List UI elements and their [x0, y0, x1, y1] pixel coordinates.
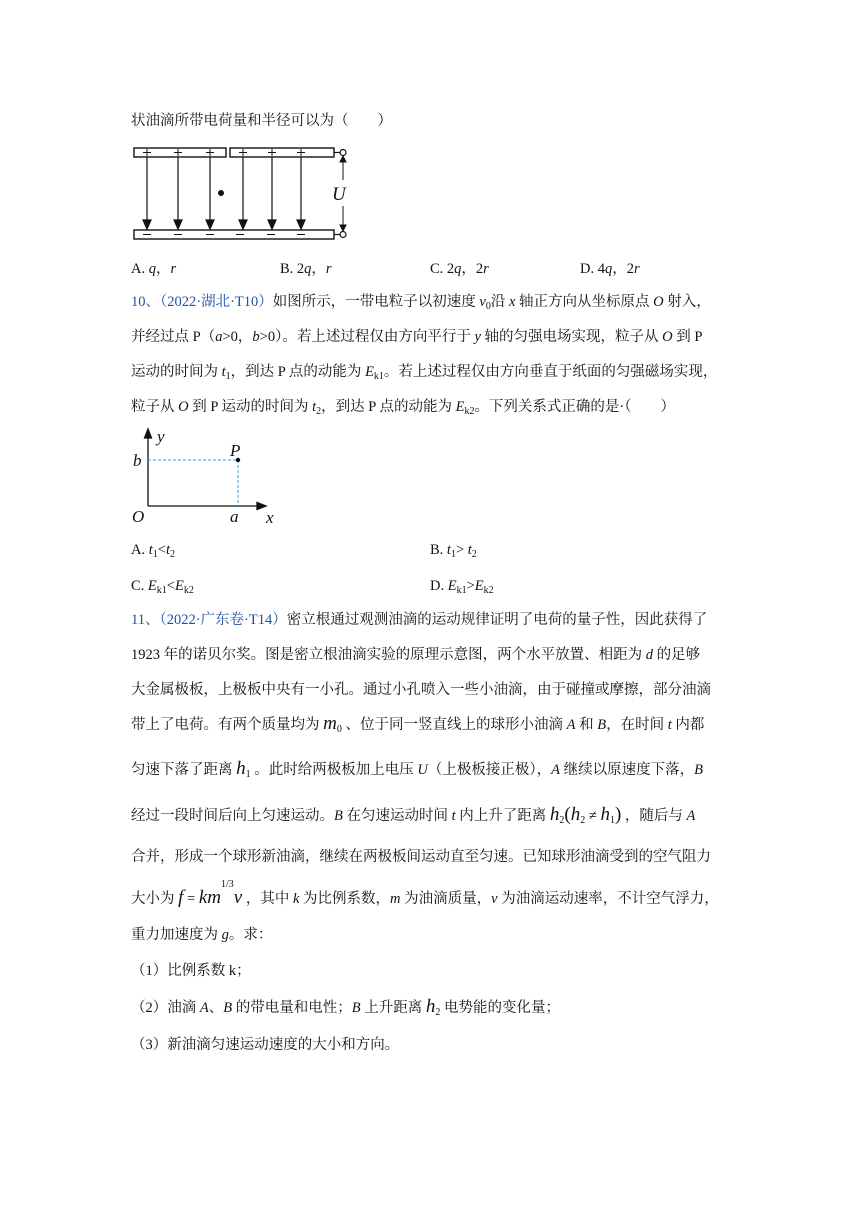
q11-stem-line-5: 匀速下落了距离 $h_1$ 。此时给两极板加上电压 U（上极板接正极），A 继续以原速度下落，B	[131, 758, 703, 780]
q11-stem-line-3: 大金属极板，上极板中央有一小孔。通过小孔喷入一些小油滴，由于碰撞或摩擦，部分油滴	[131, 682, 711, 698]
q10-stem-line-2: 并经过点 P（a>0，b>0）。若上述过程仅由方向平行于 y 轴的匀强电场实现，粒子从 O 到 P	[131, 329, 703, 345]
q11-sub-1: （1）比例系数 k；	[131, 963, 251, 979]
q10-option-d: D. $E_{k1}>E_{k2}$	[430, 578, 494, 596]
p-label: P	[230, 441, 241, 460]
q9-option-c: C. 2q，2r	[430, 261, 489, 277]
coordinate-figure	[128, 424, 288, 530]
q11-stem-line-4: 带上了电荷。有两个质量均为 $m_0$ 、位于同一竖直线上的球形小油滴 A 和 B，在时间 t 内都	[131, 713, 705, 735]
q9-stem-tail: 状油滴所带电荷量和半径可以为（ ）	[131, 113, 392, 129]
capacitor-figure	[128, 144, 358, 244]
q11-stem-line-9: 重力加速度为 g。求：	[131, 927, 273, 943]
q10-option-b: B. $t_1> t_2$	[430, 542, 477, 560]
voltage-label: U	[332, 184, 346, 205]
q11-stem-line-2: 1923 年的诺贝尔奖。图是密立根油滴实验的原理示意图，两个水平放置、相距为 d 的足够	[131, 647, 701, 663]
q11-stem-line-8: 大小为 $f = km^{1/3}v$ ，其中 k 为比例系数，m 为油滴质量，v 为油滴运动速率，不计空气浮力，	[131, 879, 719, 908]
q11-sub-3: （3）新油滴匀速运动速度的大小和方向。	[131, 1037, 400, 1053]
q9-option-d: D. 4q，2r	[580, 261, 640, 277]
q10-stem-line-3: 运动的时间为 $t_1$，到达 P 点的动能为 $E_{k1}$。若上述过程仅由方向垂直于纸面的匀强磁场实现，	[131, 364, 718, 382]
a-label: a	[230, 507, 239, 526]
q9-option-b: B. 2q，r	[280, 261, 332, 277]
q10-option-c: C. $E_{k1}<E_{k2}$	[131, 578, 194, 596]
q11-stem-line-6: 经过一段时间后向上匀速运动。B 在匀速运动时间 t 内上升了距离 $h_2(h_2 \ne h_1)$ ，随后与 A	[131, 804, 696, 826]
q11-sub-2: （2）油滴 A、B 的带电量和电性；B 上升距离 $h_2$ 电势能的变化量；	[131, 996, 560, 1018]
q11-stem-line-7: 合并，形成一个球形新油滴，继续在两极板间运动直至匀速。已知球形油滴受到的空气阻力	[131, 849, 711, 865]
q9-option-a: A. q，r	[131, 261, 177, 277]
q11-stem-line-1: 11、（2022·广东卷·T14）密立根通过观测油滴的运动规律证明了电荷的量子性，因此获得了	[131, 612, 708, 628]
y-axis-label: y	[157, 427, 165, 446]
x-axis-label: x	[266, 508, 274, 527]
q10-stem-line-1: 10、（2022·湖北·T10）如图所示，一带电粒子以初速度 $v_0$沿 x 轴正方向从坐标原点 O 射入，	[131, 294, 711, 312]
origin-label: O	[132, 507, 145, 526]
q10-option-a: A. $t_1<t_2$	[131, 542, 175, 560]
q10-stem-line-4: 粒子从 O 到 P 运动的时间为 $t_2$，到达 P 点的动能为 $E_{k2}$。下列关系式正确的是·（ ）	[131, 399, 676, 417]
b-label: b	[133, 451, 142, 470]
